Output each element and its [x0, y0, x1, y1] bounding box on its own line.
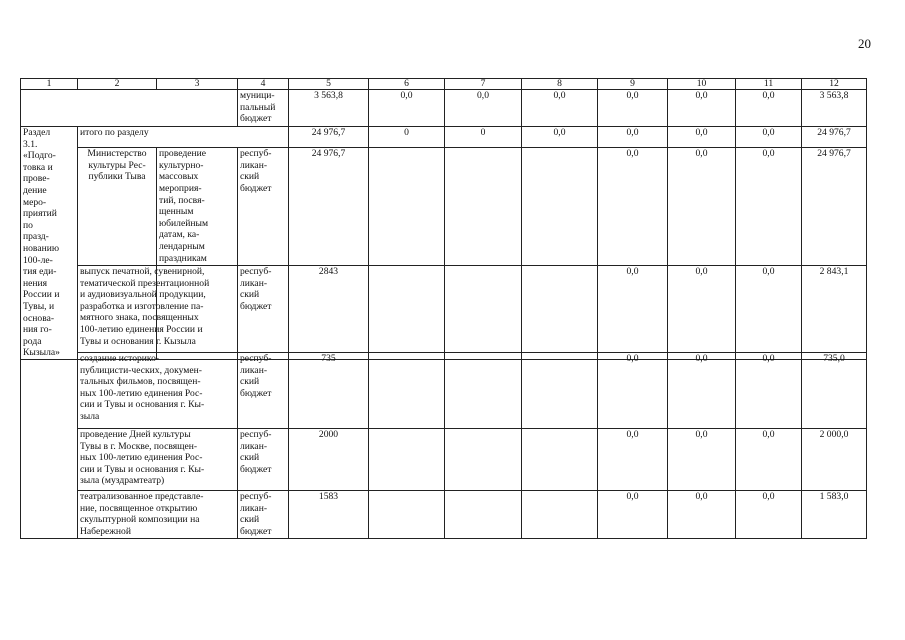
budget-type-cell: респуб- ликан- ский бюджет: [238, 353, 289, 429]
page-number: 20: [858, 36, 871, 51]
column-number: 9: [598, 79, 668, 90]
empty-cell: [21, 353, 78, 429]
value-cell: 0: [445, 127, 522, 148]
executor-cell: Министерство культуры Рес- публики Тыва: [78, 148, 157, 360]
value-cell: 0,0: [668, 491, 736, 539]
budget-type-cell: респуб- ликан- ский бюджет: [238, 429, 289, 491]
value-cell: 24 976,7: [802, 127, 867, 148]
value-cell: 2 843,1: [802, 266, 867, 353]
value-cell: 0,0: [522, 127, 598, 148]
value-cell: 0: [369, 127, 445, 148]
value-cell: 0,0: [598, 353, 668, 429]
value-cell: [522, 429, 598, 491]
value-cell: [445, 491, 522, 539]
section-title: Раздел 3.1. «Подго- товка и прове- дение меро- приятий по празд- нованию 100-ле- тия еди- нения России и Тувы, и основа- ния го- рода Кызыла»: [21, 127, 78, 360]
budget-type-cell: респуб- ликан- ский бюджет: [238, 491, 289, 539]
value-cell: 0,0: [598, 127, 668, 148]
value-cell: 0,0: [736, 90, 802, 127]
activity-row: [21, 353, 867, 429]
section-total-row: [21, 127, 867, 148]
value-cell: [522, 266, 598, 353]
empty-cell: [21, 491, 78, 539]
column-number: 5: [289, 79, 369, 90]
value-cell: 2843: [289, 266, 369, 353]
value-cell: 0,0: [736, 491, 802, 539]
column-number: 4: [238, 79, 289, 90]
activity-row: [21, 429, 867, 491]
budget-type-cell: муници- пальный бюджет: [238, 90, 289, 127]
value-cell: [369, 266, 445, 353]
value-cell: 0,0: [668, 353, 736, 429]
value-cell: 735: [289, 353, 369, 429]
column-number: 11: [736, 79, 802, 90]
value-cell: 24 976,7: [802, 148, 867, 360]
value-cell: 0,0: [736, 266, 802, 353]
value-cell: 1 583,0: [802, 491, 867, 539]
municipal-budget-row: [21, 90, 867, 127]
value-cell: 0,0: [598, 90, 668, 127]
value-cell: 0,0: [522, 90, 598, 127]
activity-row: [21, 491, 867, 539]
value-cell: 24 976,7: [289, 127, 369, 148]
value-cell: [369, 353, 445, 429]
total-label: итого по разделу: [78, 127, 289, 148]
value-cell: 0,0: [736, 127, 802, 148]
value-cell: 735,0: [802, 353, 867, 429]
value-cell: [369, 429, 445, 491]
activity-cell: театрализованное представле- ние, посвященное открытию скульптурной композиции на Набережной: [78, 491, 238, 539]
value-cell: 0,0: [736, 429, 802, 491]
column-number: 10: [668, 79, 736, 90]
value-cell: 0,0: [736, 148, 802, 360]
value-cell: [522, 353, 598, 429]
value-cell: [445, 429, 522, 491]
value-cell: 0,0: [445, 90, 522, 127]
value-cell: [369, 491, 445, 539]
value-cell: 3 563,8: [289, 90, 369, 127]
activity-cell: выпуск печатной, сувенирной, тематической презентационной и аудиовизуальной продукции, разработка и изготовление па- мятного знака, посвященных 100-летию единения России и Тувы и основания г. Кызыла: [78, 266, 238, 353]
value-cell: 2000: [289, 429, 369, 491]
column-number: 7: [445, 79, 522, 90]
value-cell: 2 000,0: [802, 429, 867, 491]
column-number: 1: [21, 79, 78, 90]
activity-cell: проведение культурно- массовых мероприя- тий, посвя- щенным юбилейным датам, ка- лендарным праздникам: [157, 148, 238, 360]
activity-cell: проведение Дней культуры Тувы в г. Москве, посвящен- ных 100-летию единения Рос- сии и Тувы и основания г. Кы- зыла (муздрамтеатр): [78, 429, 238, 491]
value-cell: 0,0: [736, 353, 802, 429]
value-cell: 0,0: [668, 429, 736, 491]
empty-cell: [21, 429, 78, 491]
value-cell: [522, 491, 598, 539]
activity-row: [21, 266, 867, 353]
value-cell: 3 563,8: [802, 90, 867, 127]
column-number: 12: [802, 79, 867, 90]
value-cell: 0,0: [668, 266, 736, 353]
budget-type-cell: респуб- ликан- ский бюджет: [238, 148, 289, 360]
column-number: 8: [522, 79, 598, 90]
empty-cell: [21, 266, 78, 353]
value-cell: 0,0: [598, 429, 668, 491]
column-number: 2: [78, 79, 157, 90]
activity-cell: создание историко- публицисти-ческих, докумен- тальных фильмов, посвящен- ных 100-летию единения Рос- сии и Тувы и основания г. Кы- зыла: [78, 353, 238, 429]
value-cell: 0,0: [369, 90, 445, 127]
budget-type-cell: респуб- ликан- ский бюджет: [238, 266, 289, 353]
column-number: 3: [157, 79, 238, 90]
budget-table-activities: [20, 265, 867, 539]
value-cell: 0,0: [668, 148, 736, 360]
value-cell: 24 976,7: [289, 148, 369, 360]
column-number-row: [21, 79, 867, 90]
value-cell: 0,0: [668, 90, 736, 127]
value-cell: 1583: [289, 491, 369, 539]
value-cell: 0,0: [598, 148, 668, 360]
value-cell: [445, 266, 522, 353]
value-cell: [445, 353, 522, 429]
empty-cell: [21, 90, 238, 127]
value-cell: 0,0: [598, 266, 668, 353]
value-cell: 0,0: [598, 491, 668, 539]
column-number: 6: [369, 79, 445, 90]
value-cell: 0,0: [668, 127, 736, 148]
